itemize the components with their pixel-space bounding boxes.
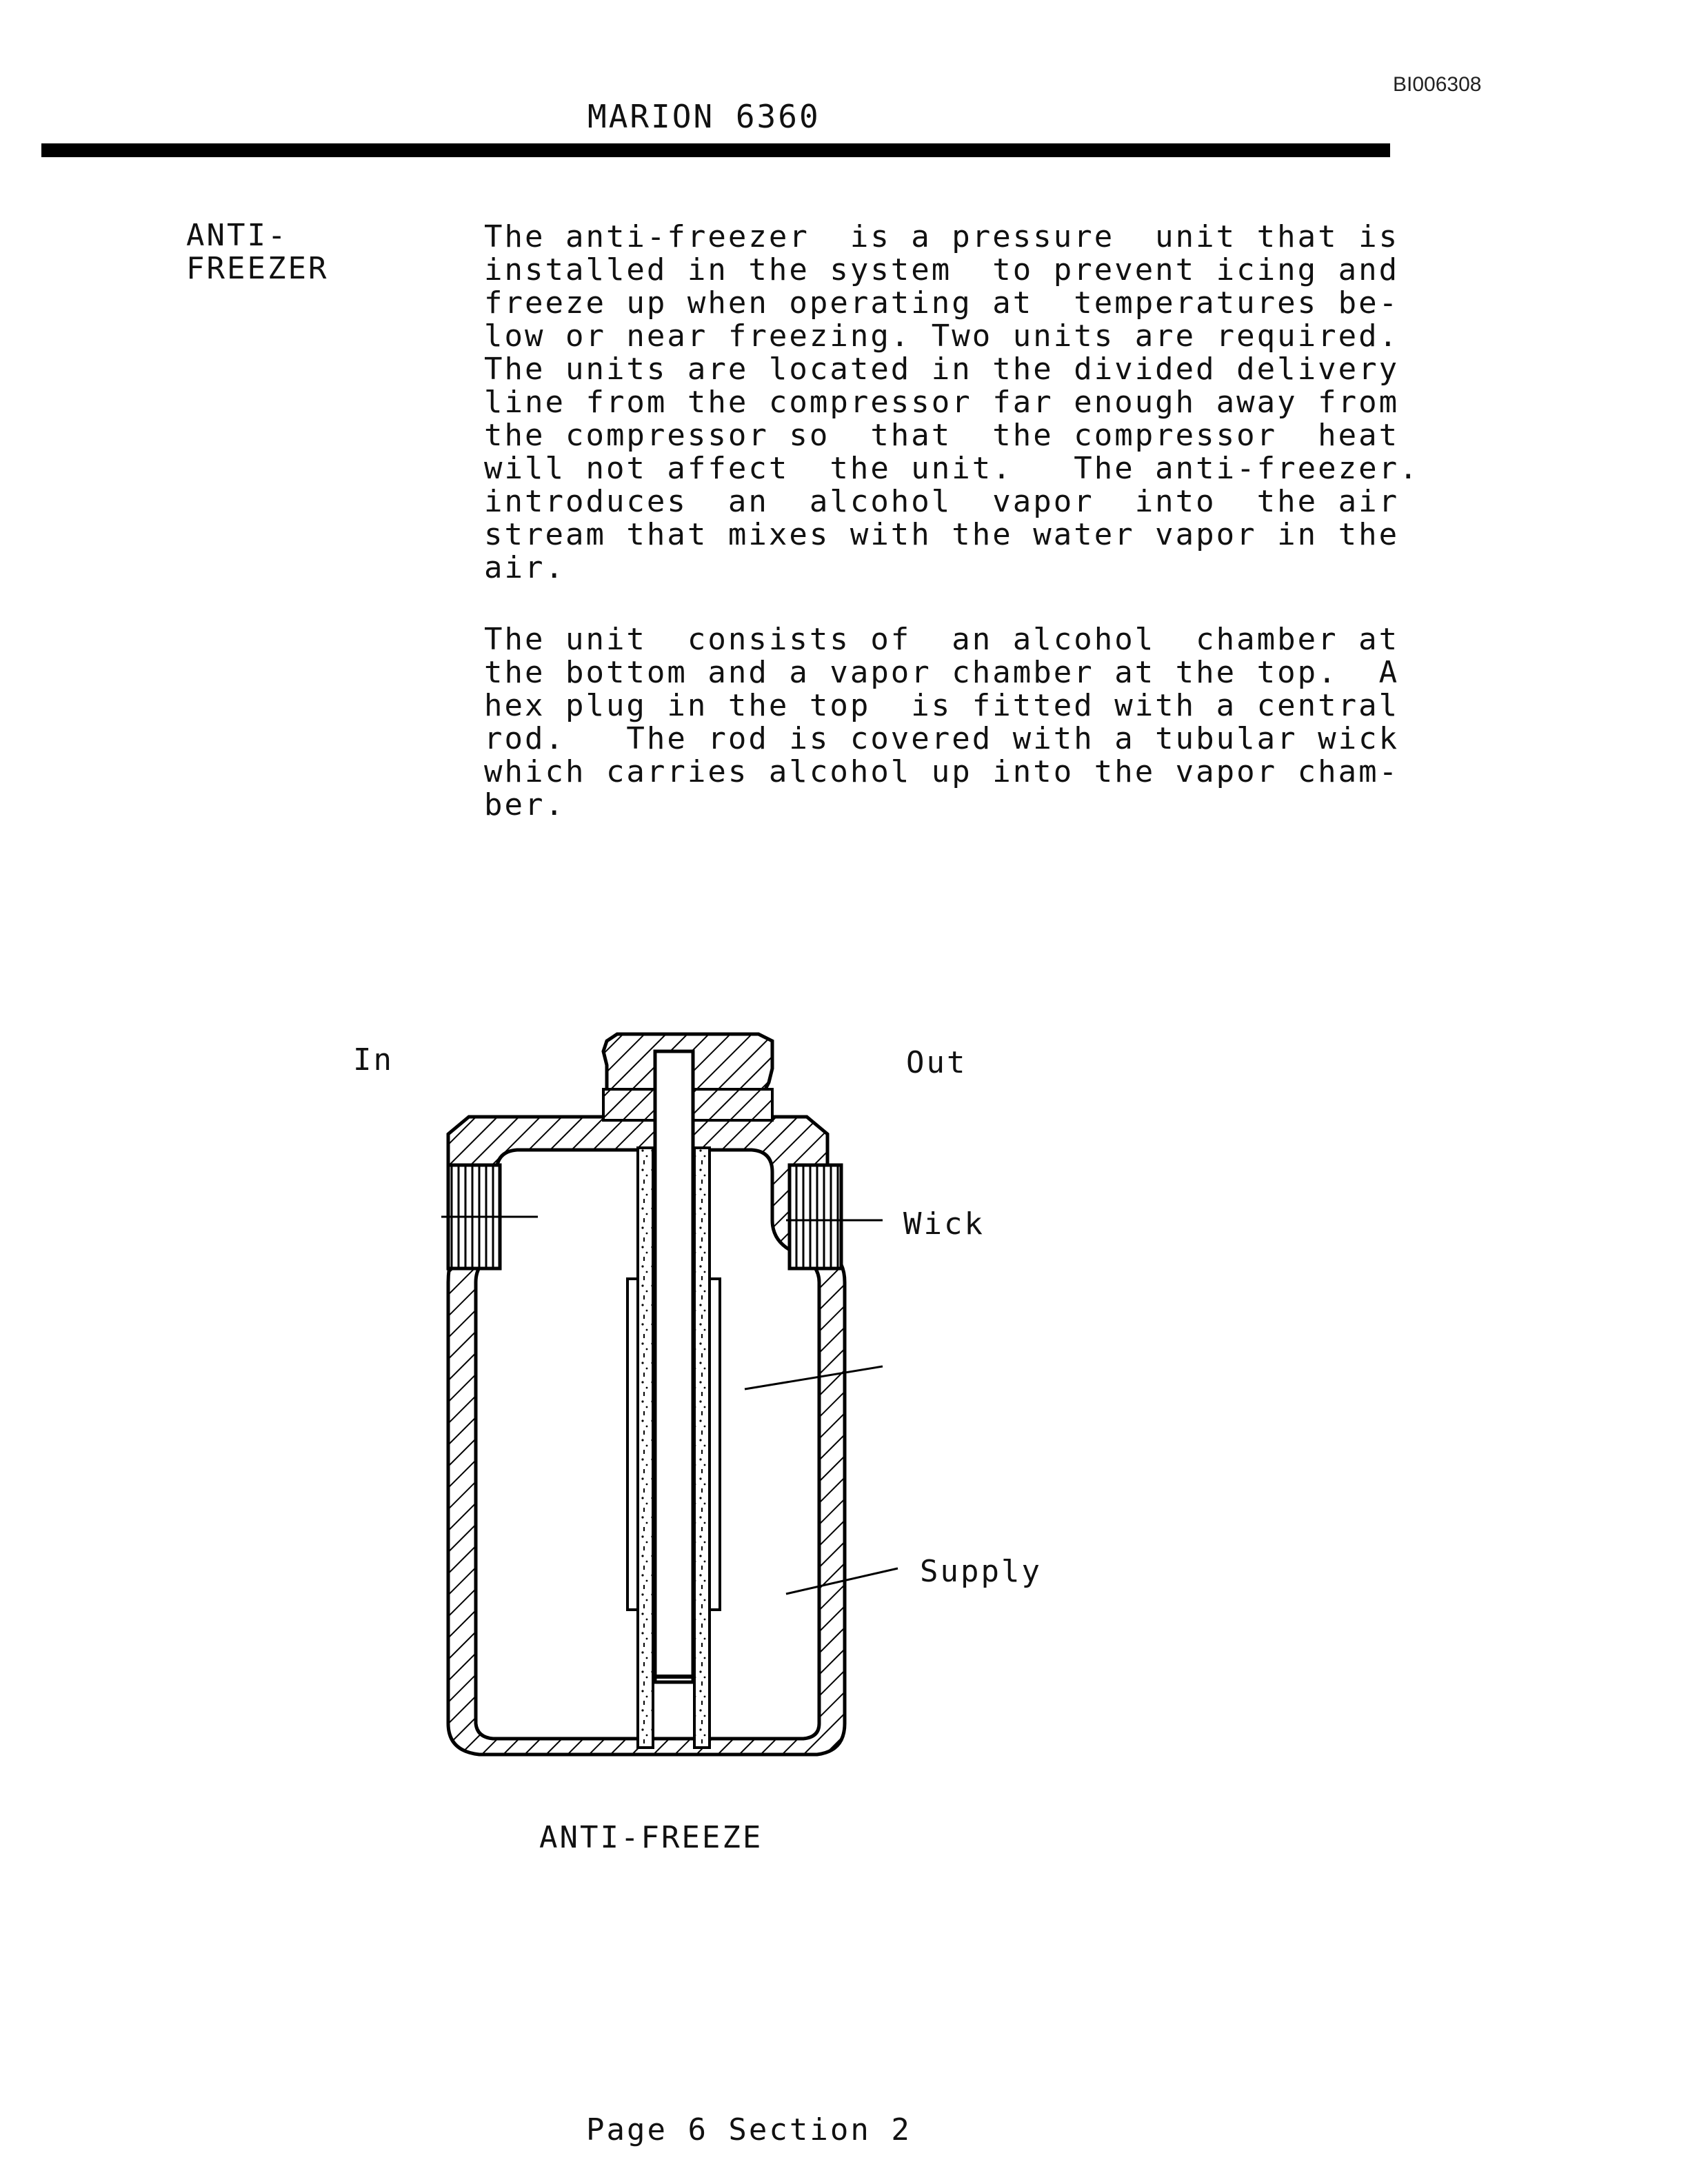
header-rule xyxy=(41,143,1390,157)
text-line: The anti-freezer is a pressure unit that is xyxy=(484,219,1400,254)
text-line: ber. xyxy=(484,787,565,822)
diagram-caption: ANTI-FREEZE xyxy=(539,1820,763,1855)
text-line: hex plug in the top is fitted with a central xyxy=(484,688,1400,723)
text-line: low or near freezing. Two units are required. xyxy=(484,318,1400,354)
outlet-fitting xyxy=(790,1165,841,1268)
paragraph-construction xyxy=(484,622,1400,822)
text-line: line from the compressor far enough away from xyxy=(484,385,1400,420)
label-supply: Supply xyxy=(920,1554,1042,1589)
page-footer: Page 6 Section 2 xyxy=(586,2112,912,2147)
document-id: BI006308 xyxy=(1393,73,1482,96)
label-out: Out xyxy=(906,1045,967,1080)
text-line: introduces an alcohol vapor into the air xyxy=(484,484,1400,519)
page-header-title: MARION 6360 xyxy=(587,98,821,135)
text-line: freeze up when operating at temperatures be- xyxy=(484,285,1400,321)
text-line: The unit consists of an alcohol chamber at xyxy=(484,622,1400,657)
section-heading: ANTI- FREEZER xyxy=(186,218,329,286)
text-line: which carries alcohol up into the vapor cham- xyxy=(484,754,1400,789)
text-line: The units are located in the divided delivery xyxy=(484,352,1400,387)
text-line: the compressor so that the compressor heat xyxy=(484,418,1400,453)
text-line: installed in the system to prevent icing and xyxy=(484,252,1400,287)
central-rod xyxy=(655,1051,693,1682)
text-line: stream that mixes with the water vapor in the xyxy=(484,517,1400,552)
label-wick: Wick xyxy=(903,1206,985,1242)
paragraph-description xyxy=(484,219,1420,585)
label-in: In xyxy=(353,1042,394,1078)
text-line: the bottom and a vapor chamber at the top. A xyxy=(484,655,1400,690)
text-line: air. xyxy=(484,550,565,585)
text-line: will not affect the unit. The anti-freezer. xyxy=(484,451,1420,486)
text-line: rod. The rod is covered with a tubular wick xyxy=(484,721,1400,756)
anti-freezer-diagram xyxy=(331,896,1089,1786)
